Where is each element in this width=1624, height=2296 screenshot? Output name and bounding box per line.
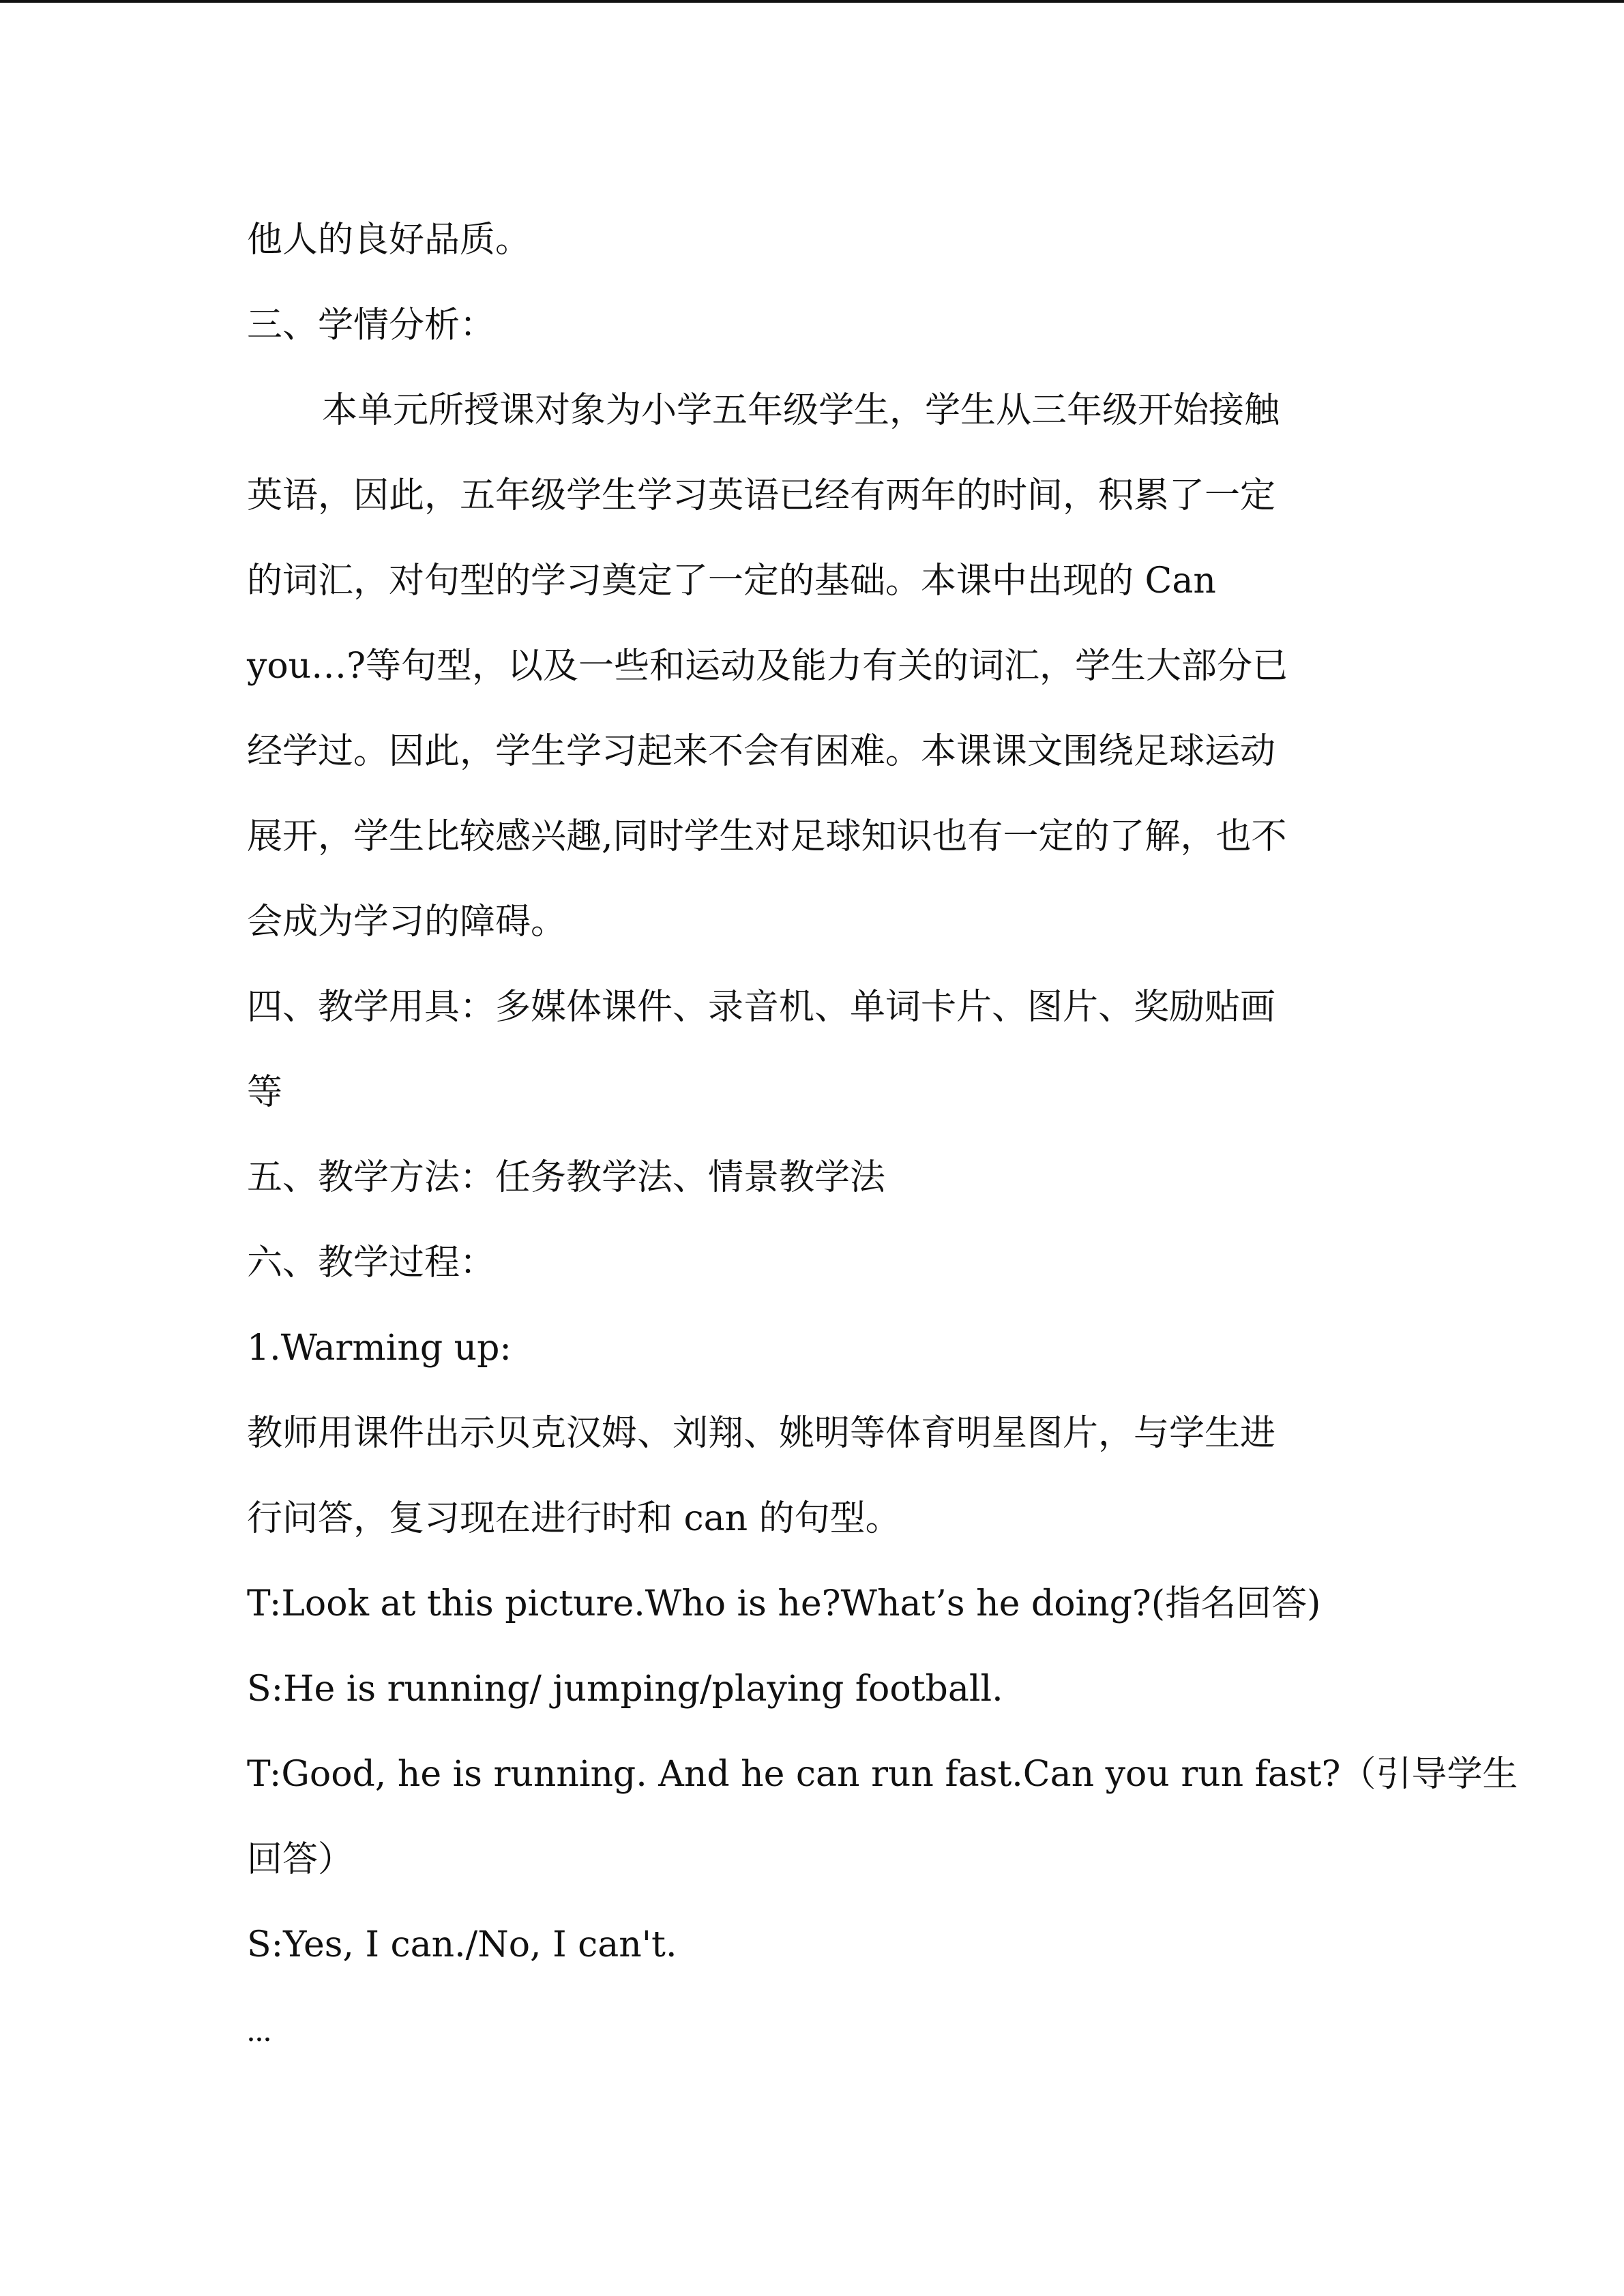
text-line-9: 会成为学习的障碍。 — [247, 901, 567, 942]
step-heading-warming-up: 1.Warming up: — [247, 1328, 512, 1369]
text-line-8: 展开，学生比较感兴趣,同时学生对足球知识也有一定的了解，也不 — [247, 816, 1287, 857]
page-top-border — [0, 0, 1624, 3]
section-heading-teaching-methods: 五、教学方法：任务教学法、情景教学法 — [247, 1157, 886, 1198]
section-heading-learner-analysis: 三、学情分析： — [247, 305, 496, 346]
dialogue-line-student-1: S:He is running/ jumping/playing football. — [247, 1669, 1003, 1710]
dialogue-line-student-2: S:Yes, I can./No, I can't. — [247, 1924, 677, 1965]
dialogue-line-teacher-1: T:Look at this picture.Who is he?What’s he doing?(指名回答) — [247, 1583, 1321, 1624]
text-line-11: 等 — [247, 1072, 283, 1113]
text-line-1: 他人的良好品质。 — [247, 220, 531, 260]
text-line-4: 英语，因此，五年级学生学习英语已经有两年的时间，积累了一定 — [247, 475, 1276, 516]
dialogue-line-teacher-2-cont: 回答） — [247, 1839, 354, 1880]
text-line-6: you…?等句型，以及一些和运动及能力有关的词汇，学生大部分已 — [247, 646, 1288, 687]
section-heading-teaching-process: 六、教学过程： — [247, 1242, 496, 1283]
text-line-5: 的词汇，对句型的学习奠定了一定的基础。本课中出现的 Can — [247, 561, 1216, 601]
ellipsis: ... — [247, 2012, 271, 2048]
document-page — [247, 198, 1518, 2073]
text-line-7: 经学过。因此，学生学习起来不会有困难。本课课文围绕足球运动 — [247, 731, 1276, 772]
text-line-16: 行问答，复习现在进行时和 can 的句型。 — [247, 1498, 901, 1539]
section-heading-teaching-tools: 四、教学用具：多媒体课件、录音机、单词卡片、图片、奖励贴画 — [247, 987, 1276, 1028]
text-line-3: 本单元所授课对象为小学五年级学生，学生从三年级开始接触 — [322, 390, 1280, 431]
text-line-15: 教师用课件出示贝克汉姆、刘翔、姚明等体育明星图片，与学生进 — [247, 1413, 1276, 1454]
dialogue-line-teacher-2: T:Good, he is running. And he can run fast.Can you run fast?（引导学生 — [247, 1754, 1518, 1795]
